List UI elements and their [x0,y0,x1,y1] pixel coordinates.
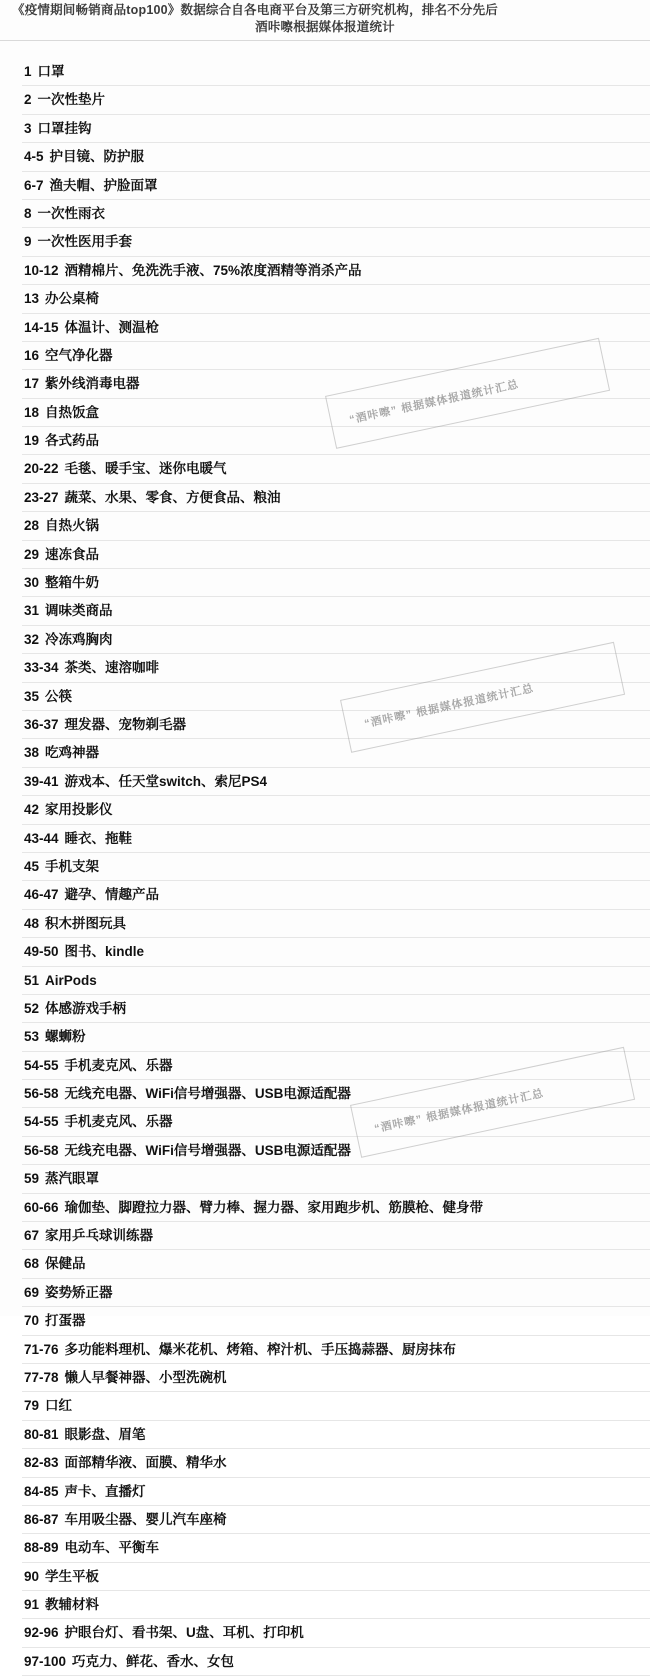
list-item-label: 口罩 [37,64,65,79]
list-item-label: 手机麦克风、乐器 [64,1114,173,1130]
list-item [22,1449,650,1477]
list-item-label: 面部精华液、面膜、精华水 [64,1455,227,1471]
list-item [22,1023,650,1051]
list-item-label: 手机支架 [45,858,100,874]
list-item-rank: 23-27 [24,489,59,505]
list-item [22,115,650,143]
list-item [22,768,650,796]
header-divider [0,40,650,41]
list-item [22,58,650,86]
list-item [22,597,650,625]
list-item-rank: 49-50 [24,944,59,960]
list-item-label: 家用投影仪 [45,802,113,818]
list-item-rank: 97-100 [24,1653,67,1669]
list-item-label: 公筷 [45,688,73,704]
list-item-rank: 92-96 [24,1625,59,1641]
list-item-rank: 33-34 [24,660,59,676]
list-item [22,1364,650,1392]
list-item-label: 懒人早餐神器、小型洗碗机 [64,1369,227,1385]
list-item-label: 口罩挂钩 [37,120,92,136]
list-item-label: 教辅材料 [45,1597,100,1613]
list-item-rank: 77-78 [24,1369,59,1385]
list-item-rank: 9 [24,234,32,250]
list-item-label: 保健品 [45,1256,86,1272]
list-item-label: 吃鸡神器 [45,745,100,761]
list-item-label: 打蛋器 [45,1313,86,1329]
header-title-line-1: 《疫情期间畅销商品top100》数据综合自各电商平台及第三方研究机构，排名不分先后 [12,3,498,17]
list-item [22,569,650,597]
list-item [22,1534,650,1562]
list-item [22,285,650,313]
list-item-label: 螺蛳粉 [45,1029,86,1045]
list-item [22,825,650,853]
list-item-label: 游戏本、任天堂switch、索尼PS4 [64,773,268,789]
list-item-label: 家用乒乓球训练器 [45,1228,154,1244]
list-item-rank: 54-55 [24,1114,59,1130]
list-item-label: 一次性医用手套 [37,234,133,250]
list-item [22,1478,650,1506]
list-item-label: 毛毯、暖手宝、迷你电暖气 [64,461,227,477]
list-item [22,739,650,767]
list-item [22,938,650,966]
list-item-label: 紫外线消毒电器 [45,376,140,392]
list-item-rank: 32 [24,631,40,647]
list-item [22,228,650,256]
list-item-rank: 88-89 [24,1540,59,1556]
list-item-rank: 13 [24,291,40,307]
list-item-rank: 53 [24,1029,40,1045]
list-item [22,1052,650,1080]
list-item [22,1137,650,1165]
watermark-label: “酒咔嚓” 根据媒体报道统计汇总 [373,1087,546,1136]
list-item-label: 茶类、速溶咖啡 [64,660,160,676]
list-item [22,796,650,824]
document-header [0,0,650,36]
list-item-rank: 51 [24,972,40,988]
list-item [22,995,650,1023]
header-title-line-2: 酒咔嚓根据媒体报道统计 [255,20,395,34]
list-item [22,1307,650,1335]
list-item-rank: 70 [24,1313,40,1329]
list-item-rank: 69 [24,1284,40,1300]
list-item-label: 各式药品 [45,433,100,449]
list-item-label: 一次性垫片 [37,92,106,108]
list-item-rank: 1 [24,64,32,79]
list-item [22,1080,650,1108]
list-item-rank: 86-87 [24,1511,59,1527]
list-item-rank: 30 [24,575,40,591]
list-item-label: 多功能料理机、爆米花机、烤箱、榨汁机、手压捣蒜器、厨房抹布 [64,1341,457,1357]
list-item-label: 车用吸尘器、婴儿汽车座椅 [64,1511,227,1527]
list-item-label: 蒸汽眼罩 [45,1171,100,1187]
list-item [22,370,650,398]
list-item-label: 体温计、测温枪 [64,319,160,335]
list-item-label: 姿势矫正器 [45,1284,113,1300]
list-item [22,86,650,114]
list-item [22,143,650,171]
list-item-rank: 56-58 [24,1142,59,1158]
list-item [22,853,650,881]
list-item [22,1250,650,1278]
list-item-label: 自热火锅 [45,518,100,534]
list-item-rank: 79 [24,1398,40,1414]
list-item [22,1421,650,1449]
list-item-label: 手机麦克风、乐器 [64,1057,173,1073]
list-item-rank: 20-22 [24,461,59,477]
list-item [22,626,650,654]
list-item [22,1279,650,1307]
list-item-rank: 56-58 [24,1086,59,1102]
list-item-rank: 17 [24,376,40,392]
list-item-rank: 16 [24,347,40,363]
list-item-rank: 54-55 [24,1057,59,1073]
list-item-label: 声卡、直播灯 [64,1483,146,1499]
list-item-rank: 43-44 [24,830,59,846]
list-item-label: 无线充电器、WiFi信号增强器、USB电源适配器 [64,1086,351,1102]
list-item-label: 口红 [45,1398,73,1414]
list-item-rank: 19 [24,433,40,449]
list-item-rank: 84-85 [24,1483,59,1499]
list-item-label: 眼影盘、眉笔 [64,1426,146,1442]
list-item-label: 护目镜、防护服 [49,149,145,165]
list-item-label: 护眼台灯、看书架、U盘、耳机、打印机 [64,1625,304,1641]
list-item-rank: 91 [24,1597,40,1613]
list-item-rank: 52 [24,1000,40,1016]
list-item [22,1222,650,1250]
list-item [22,1648,650,1676]
list-item [22,541,650,569]
list-item-label: 避孕、情趣产品 [64,887,160,903]
list-item-rank: 14-15 [24,319,59,335]
list-item-rank: 59 [24,1171,40,1187]
list-item-rank: 28 [24,518,40,534]
list-item-rank: 38 [24,745,40,761]
list-item-rank: 35 [24,688,40,704]
list-item-label: 调味类商品 [45,603,113,619]
list-item [22,1165,650,1193]
list-item-rank: 18 [24,404,40,420]
list-item [22,427,650,455]
list-item [22,1506,650,1534]
ranking-list [0,58,650,1676]
list-item-label: 自热饭盒 [45,404,100,420]
list-item-label: 无线充电器、WiFi信号增强器、USB电源适配器 [64,1142,351,1158]
list-item-rank: 36-37 [24,716,59,732]
list-item-rank: 2 [24,92,32,108]
list-item-label: 一次性雨衣 [37,205,106,221]
list-item [22,1591,650,1619]
list-item-label: 蔬菜、水果、零食、方便食品、粮油 [64,489,281,505]
list-item-label: 睡衣、拖鞋 [64,830,133,846]
list-item [22,711,650,739]
list-item-rank: 80-81 [24,1426,59,1442]
list-item-label: 积木拼图玩具 [45,915,127,931]
list-item [22,484,650,512]
list-item-rank: 48 [24,915,40,931]
list-item-label: 空气净化器 [45,347,113,363]
list-item [22,910,650,938]
list-item-label: 电动车、平衡车 [64,1540,160,1556]
list-item-label: 冷冻鸡胸肉 [45,631,113,647]
list-item [22,1563,650,1591]
list-item [22,314,650,342]
list-item-rank: 39-41 [24,773,59,789]
list-item [22,455,650,483]
list-item-rank: 46-47 [24,887,59,903]
list-item-rank: 67 [24,1228,40,1244]
list-item-label: 学生平板 [45,1568,100,1584]
list-item-rank: 10-12 [24,262,59,278]
list-item-label: 速冻食品 [45,546,100,562]
list-item [22,1336,650,1364]
list-item [22,257,650,285]
list-item [22,200,650,228]
list-item-label: 整箱牛奶 [45,575,100,591]
list-item-label: 体感游戏手柄 [45,1000,127,1016]
list-item-rank: 31 [24,603,40,619]
list-item-rank: 82-83 [24,1455,59,1471]
list-item [22,342,650,370]
list-item-label: 图书、kindle [64,944,145,960]
list-item-rank: 29 [24,546,40,562]
list-item-rank: 90 [24,1568,40,1584]
watermark-label: “酒咔嚓” 根据媒体报道统计汇总 [348,378,521,427]
list-item-label: 办公桌椅 [45,291,100,307]
list-item-rank: 6-7 [24,177,44,193]
list-item-rank: 60-66 [24,1199,59,1215]
list-item [22,881,650,909]
list-item [22,1108,650,1136]
list-item-rank: 8 [24,205,32,221]
list-item-rank: 42 [24,802,40,818]
watermark-label: “酒咔嚓” 根据媒体报道统计汇总 [363,682,536,731]
list-item [22,1619,650,1647]
list-item [22,967,650,995]
list-item-rank: 71-76 [24,1341,59,1357]
list-item-rank: 3 [24,120,32,136]
list-item-label: 瑜伽垫、脚蹬拉力器、臂力棒、握力器、家用跑步机、筋膜枪、健身带 [64,1199,484,1215]
list-item-label: AirPods [45,972,97,988]
list-item [22,172,650,200]
list-item-label: 渔夫帽、护脸面罩 [49,177,158,193]
list-item-label: 酒精棉片、免洗洗手液、75%浓度酒精等消杀产品 [64,262,362,278]
list-item-label: 巧克力、鲜花、香水、女包 [72,1653,235,1669]
list-item-rank: 68 [24,1256,40,1272]
list-item [22,654,650,682]
list-item [22,683,650,711]
list-item-rank: 45 [24,858,40,874]
list-item-label: 理发器、宠物剃毛器 [64,716,187,732]
list-item [22,1392,650,1420]
list-item [22,1194,650,1222]
list-item [22,512,650,540]
list-item [22,399,650,427]
list-item-rank: 4-5 [24,149,44,165]
